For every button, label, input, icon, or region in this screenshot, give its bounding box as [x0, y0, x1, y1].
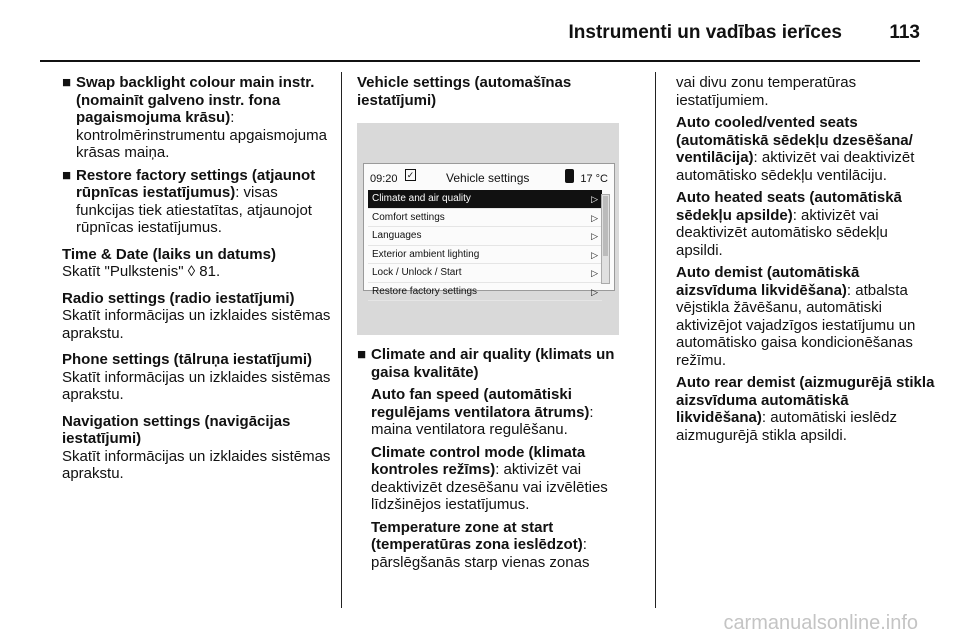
arrow-right-icon: ▷: [591, 249, 598, 260]
watermark: carmanualsonline.info: [723, 612, 918, 634]
item-text: : visas funkcijas tiek atiestatītas, atjaunojot rūpnīcas iestatījumus.: [76, 184, 312, 236]
bullet-icon: ■: [62, 74, 72, 91]
column-1: [62, 74, 334, 483]
setting-text: : automātiski ieslēdz aizmugurējā stikla apsildi.: [676, 409, 897, 444]
bullet-item: [357, 346, 629, 571]
item-text: : kontrolmērinstrumentu apgaismojuma krāsas maiņa.: [76, 109, 327, 161]
setting-item: [676, 189, 936, 259]
screen-temperature: 17 °C: [580, 173, 608, 185]
sub-item-text: : maina ventilatora regulēšanu.: [371, 403, 594, 438]
display-screen: [363, 163, 615, 297]
setting-item: [676, 264, 936, 369]
setting-title: Auto demist (automātiskā aizsvīduma likvidēšana): [676, 264, 860, 299]
bullet-item: [62, 167, 334, 237]
section: [62, 413, 334, 483]
screen-status-bar: [364, 164, 614, 190]
screen-menu-list: [368, 190, 602, 301]
section-title: Radio settings (radio iestatījumi): [62, 289, 295, 307]
setting-text: : aktivizēt vai deaktivizēt automātisko sēdekļu ventilāciju.: [676, 149, 915, 184]
item-title: Swap backlight colour main instr. (nomainīt galveno instr. fona pagaismojuma krāsu): [76, 74, 315, 126]
check-icon: ✓: [406, 170, 415, 180]
sub-item-title: Climate control mode (klimata kontroles režīms): [371, 443, 586, 478]
continuation-text: vai divu zonu temperatūras iestatījumiem.: [676, 74, 857, 109]
setting-title: Auto heated seats (automātiskā sēdekļu apsilde): [676, 189, 902, 224]
section: [62, 290, 334, 343]
page-number: 113: [889, 22, 920, 43]
screen-scrollbar[interactable]: [601, 194, 610, 284]
page-header-title: Instrumenti un vadības ierīces: [568, 22, 842, 43]
section-title: Time & Date (laiks un datums): [62, 245, 276, 263]
sub-item: [371, 519, 629, 572]
menu-item-lock-unlock[interactable]: Lock / Unlock / Start ▷: [368, 264, 602, 283]
item-title: Restore factory settings (atjaunot rūpnīcas iestatījumus): [76, 166, 316, 201]
sub-item-title: Auto fan speed (automātiski regulējams ventilatora ātrums): [371, 386, 590, 421]
bullet-item: [62, 74, 334, 162]
arrow-right-icon: ▷: [591, 231, 598, 241]
section: [62, 246, 334, 281]
screen-title: Vehicle settings: [446, 171, 530, 185]
column-divider-1: [341, 72, 342, 608]
menu-item-restore-factory[interactable]: Restore factory settings ▷: [368, 283, 602, 302]
section-text: Skatīt informācijas un izklaides sistēmas aprakstu.: [62, 368, 331, 403]
column-divider-2: [655, 72, 656, 608]
section-text: Skatīt "Pulkstenis" ◊ 81.: [62, 263, 221, 280]
bullet-icon: ■: [357, 346, 367, 363]
section: [62, 351, 334, 404]
scrollbar-thumb[interactable]: [603, 196, 608, 256]
sub-item: [371, 444, 629, 514]
sub-item-text: : aktivizēt vai deaktivizēt dzesēšanu vai izvēlēties līdzšinējos iestatījumus.: [371, 461, 608, 513]
setting-item: [676, 374, 936, 444]
arrow-right-icon: ▷: [591, 286, 598, 297]
item-title: Climate and air quality (klimats un gaisa kvalitāte): [371, 346, 615, 381]
sub-item-title: Temperature zone at start (temperatūras zona ieslēdzot): [371, 518, 583, 553]
setting-text: : aktivizēt vai deaktivizēt automātisko sēdekļu apsildi.: [676, 206, 888, 259]
arrow-right-icon: ▷: [591, 268, 598, 278]
menu-item-comfort[interactable]: Comfort settings ▷: [368, 209, 602, 228]
sub-item: [371, 386, 629, 439]
arrow-right-icon: ▷: [591, 212, 598, 223]
section-heading: Vehicle settings (automašīnas iestatījumi): [357, 74, 572, 109]
bullet-icon: ■: [62, 166, 72, 184]
column-3: [676, 74, 936, 444]
header-rule: [40, 60, 920, 62]
menu-item-climate[interactable]: Climate and air quality ▷: [368, 190, 602, 209]
column-2: [357, 74, 629, 571]
sub-item-text: : pārslēgšanās starp vienas zonas: [371, 536, 590, 571]
setting-title: Auto rear demist (aizmugurējā stikla aizsvīduma automātiskā likvidēšana): [676, 374, 935, 426]
menu-item-exterior-lighting[interactable]: Exterior ambient lighting ▷: [368, 246, 602, 265]
arrow-right-icon: ▷: [591, 194, 598, 204]
menu-item-languages[interactable]: Languages ▷: [368, 227, 602, 246]
section-text: Skatīt informācijas un izklaides sistēmas aprakstu.: [62, 447, 331, 482]
setting-item: [676, 114, 936, 184]
section-title: Navigation settings (navigācijas iestatījumi): [62, 412, 291, 447]
screen-image: [357, 123, 619, 335]
setting-text: : atbalsta vējstikla žāvēšanu, automātiski aktivizējot vajadzīgos iestatījumu un automātisko gaisa kondicionēšanas režīmu.: [676, 281, 916, 369]
section-title: Phone settings (tālruņa iestatījumi): [62, 351, 313, 368]
setting-title: Auto cooled/vented seats (automātiskā sēdekļu dzesēšana/ ventilācija): [676, 114, 913, 166]
section-text: Skatīt informācijas un izklaides sistēmas aprakstu.: [62, 307, 331, 342]
screen-time: 09:20: [370, 173, 398, 185]
phone-icon: [565, 169, 574, 183]
